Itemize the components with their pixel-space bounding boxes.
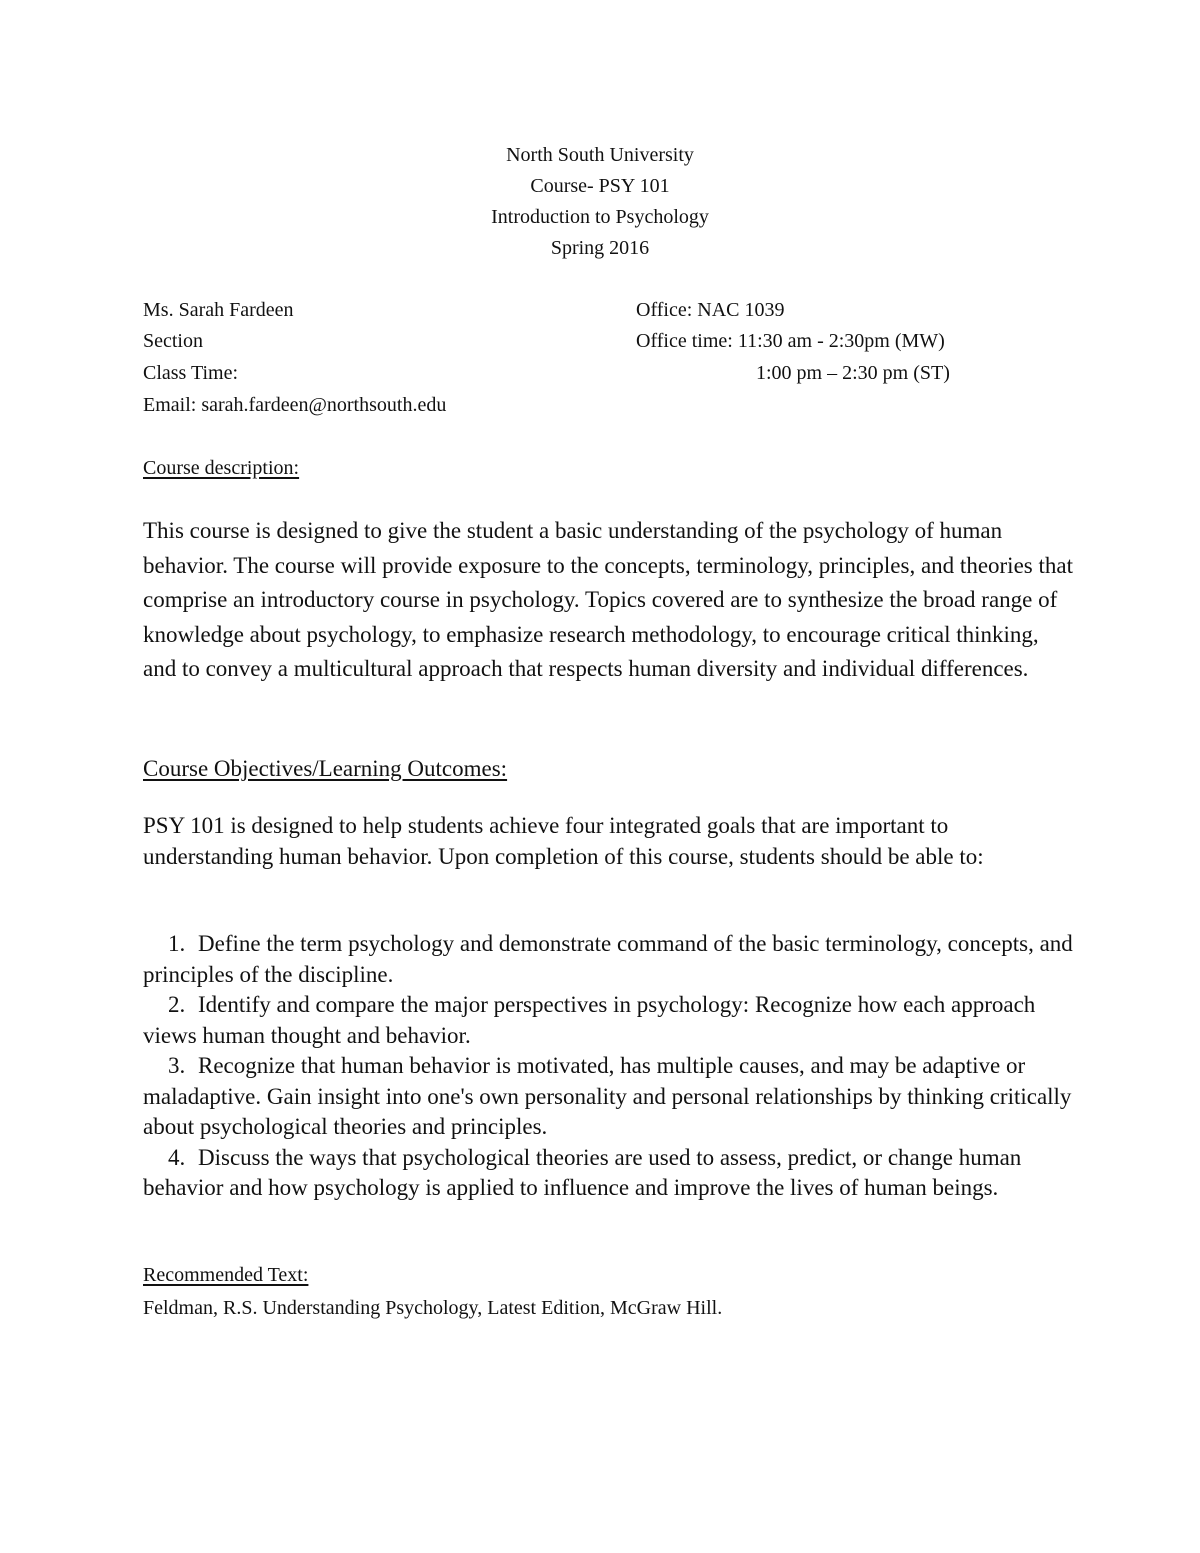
course-title: Introduction to Psychology (491, 206, 709, 228)
objectives-intro (143, 811, 1073, 872)
objectives-intro-text: PSY 101 is designed to help students achieve four integrated goals that are important to understanding human behavior. Upon completion of this course, students should be able to: (143, 813, 984, 869)
objectives-heading: Course Objectives/Learning Outcomes: (143, 756, 508, 781)
list-item-text: Define the term psychology and demonstrate command of the basic terminology, concepts, and principles of the discipline. (143, 931, 1073, 987)
list-item (143, 929, 1078, 990)
course-description-heading: Course description: (143, 457, 300, 479)
section-label: Section (143, 330, 203, 352)
list-item-text: Identify and compare the major perspectives in psychology: Recognize how each approach views human thought and behavior. (143, 992, 1036, 1048)
recommended-text-citation: Feldman, R.S. Understanding Psychology, Latest Edition, McGraw Hill. (143, 1297, 723, 1319)
list-item-number: 4. (168, 1144, 186, 1170)
office-time-secondary: 1:00 pm – 2:30 pm (ST) (756, 362, 950, 384)
office-location: Office: NAC 1039 (636, 299, 785, 321)
course-term: Spring 2016 (550, 237, 650, 259)
list-item (143, 990, 1078, 1051)
list-item-number: 3. (168, 1053, 186, 1078)
list-item (143, 1051, 1078, 1143)
instructor-name: Ms. Sarah Fardeen (143, 299, 294, 321)
course-description-text (143, 514, 1073, 687)
document-header (0, 140, 1200, 264)
list-item-text: Discuss the ways that psychological theories are used to assess, predict, or change human behavior and how psychology is applied to influence and improve the lives of human beings. (143, 1144, 1022, 1200)
instructor-email: Email: sarah.fardeen@northsouth.edu (143, 394, 447, 416)
recommended-text-heading: Recommended Text: (143, 1264, 309, 1286)
office-time-primary: Office time: 11:30 am - 2:30pm (MW) (636, 330, 945, 352)
list-item-text: Recognize that human behavior is motivated, has multiple causes, and may be adaptive or maladaptive. Gain insight into one's own personality and personal relationships by thinking critically about psychological theories and principles. (143, 1053, 1072, 1139)
university-name: North South University (506, 144, 694, 166)
list-item (143, 1143, 1078, 1204)
list-item-number: 1. (168, 931, 186, 956)
objectives-list (143, 929, 1078, 1204)
course-code: Course- PSY 101 (530, 175, 670, 197)
list-item-number: 2. (168, 992, 186, 1017)
course-description-body: This course is designed to give the student a basic understanding of the psychology of human behavior. The course will provide exposure to the concepts, terminology, principles, and theories that comprise an introductory course in psychology. Topics covered are to synthesize the broad range of knowledge about psychology, to emphasize research methodology, to encourage critical thinking, and to convey a multicultural approach that respects human diversity and individual differences. (143, 518, 1073, 681)
class-time-label: Class Time: (143, 362, 239, 384)
